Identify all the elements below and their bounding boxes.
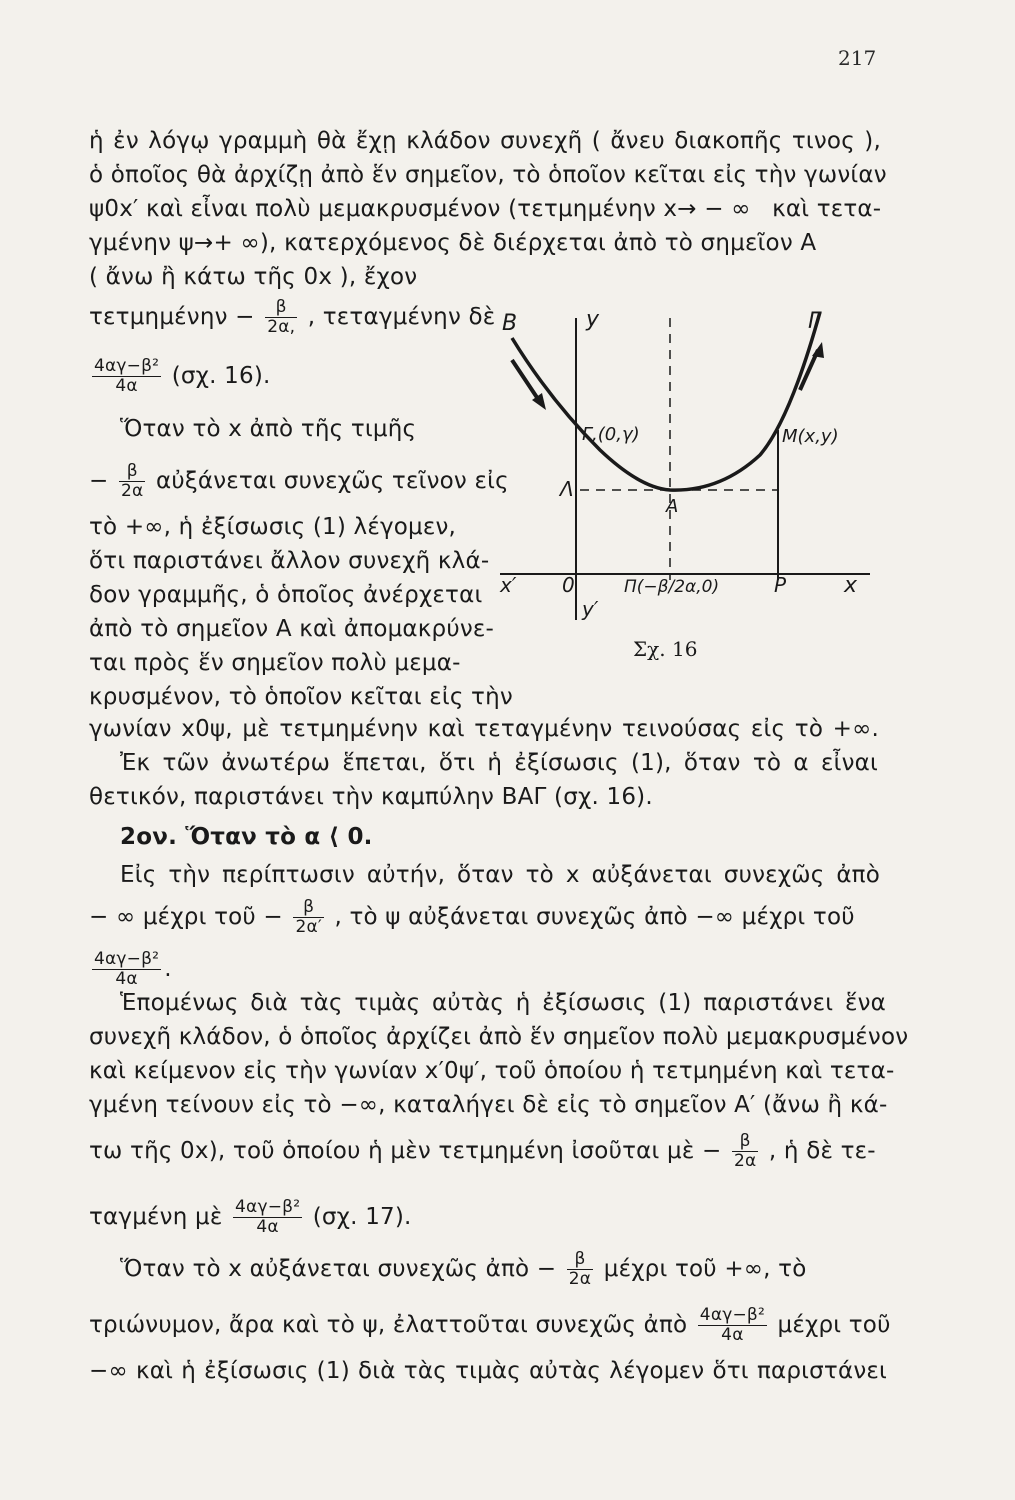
label-x-prime: x′ xyxy=(500,573,517,597)
fraction-beta-over-2alpha-3: $\frac{\beta}{2\alpha'}$ xyxy=(295,897,322,937)
text-line-21: − ∞ μέχρι τοῦ − $\frac{\beta}{2\alpha'}$ , τὸ ψ αὐξάνεται συνεχῶς ἀπὸ −∞ μέχρι τοῦ xyxy=(89,897,855,937)
label-a-vertex: A xyxy=(666,496,679,517)
text-line-11: ὅτι παριστάνει ἄλλον συνεχῆ κλά- xyxy=(89,548,490,574)
text-line-15: κρυσμένον, τὸ ὁποῖον κεῖται εἰς τὴν xyxy=(89,684,513,710)
text-line-8: Ὅταν τὸ x ἀπὸ τῆς τιμῆς xyxy=(120,416,417,442)
text-line-2: ὁ ὁποῖος θὰ ἀρχίζῃ ἀπὸ ἕν σημεῖον, τὸ ὁποῖον κεῖται εἰς τὴν γωνίαν xyxy=(89,162,887,188)
text-line-29: Ὅταν τὸ x αὐξάνεται συνεχῶς ἀπὸ − $\frac{\beta}{2\alpha}$ μέχρι τοῦ +∞, τὸ xyxy=(120,1249,807,1289)
label-m-point: M(x,y) xyxy=(782,426,839,447)
text-line-24: συνεχῆ κλάδον, ὁ ὁποῖος ἀρχίζει ἀπὸ ἕν σημεῖον πολὺ μεμακρυσμένον xyxy=(89,1024,909,1050)
fraction-4ag-b2-over-4a-2: $\frac{\text{4αγ−β²}}{4\alpha}$ xyxy=(94,949,160,989)
figure-16-parabola xyxy=(490,290,890,635)
left-branch-arrow xyxy=(512,360,540,402)
text-line-28: ταγμένη μὲ $\frac{\text{4αγ−β²}}{4\alpha}$ (σχ. 17). xyxy=(89,1197,412,1237)
parabola-curve xyxy=(512,312,820,490)
text-line-9: − $\frac{\beta}{2\alpha}$ αὐξάνεται συνεχῶς τεῖνον εἰς xyxy=(89,461,509,501)
text-line-27: τω τῆς 0x), τοῦ ὁποίου ἡ μὲν τετμημένη ἰσοῦται μὲ − $\frac{\beta}{2\alpha}$ , ἡ δὲ τε- xyxy=(89,1131,876,1171)
figure-caption: Σχ. 16 xyxy=(633,637,698,661)
label-lambda: Λ xyxy=(560,477,574,501)
text-line-13: ἀπὸ τὸ σημεῖον Α καὶ ἀπομακρύνε- xyxy=(89,616,495,642)
label-gamma: Γ xyxy=(808,309,821,334)
text-line-31: −∞ καὶ ἡ ἐξίσωσις (1) διὰ τὰς τιμὰς αὐτὰς λέγομεν ὅτι παριστάνει xyxy=(89,1358,887,1384)
section-heading-case-2: 2ον. Ὅταν τὸ α ⟨ 0. xyxy=(120,824,373,850)
label-b: B xyxy=(502,311,518,336)
label-gamma1-point: Γ,(0,γ) xyxy=(582,424,640,445)
fraction-beta-over-2alpha-2: $\frac{\beta}{2\alpha}$ xyxy=(121,461,144,501)
label-y: y xyxy=(586,307,600,332)
text-line-3: ψ0x′ καὶ εἶναι πολὺ μεμακρυσμένον (τετμημένην x→ − ∞ καὶ τετα- xyxy=(89,196,882,222)
fraction-4ag-b2-over-4a: $\frac{\text{4αγ−β²}}{4\alpha}$ xyxy=(94,356,160,396)
text-line-18: θετικόν, παριστάνει τὴν καμπύλην ΒΑΓ (σχ. 16). xyxy=(89,784,653,810)
text-line-4: γμένην ψ→+ ∞), κατερχόμενος δὲ διέρχεται ἀπὸ τὸ σημεῖον Α xyxy=(89,230,817,256)
fraction-beta-over-2alpha-5: $\frac{\beta}{2\alpha}$ xyxy=(568,1249,592,1289)
text-line-6: τετμημένην − $\frac{\beta}{2\alpha,}$ , τεταγμένην δὲ xyxy=(89,297,496,337)
label-pi-point: Π(−β/2α,0) xyxy=(624,577,720,597)
text-line-22: $\frac{\text{4αγ−β²}}{4\alpha}$ . xyxy=(94,949,172,989)
fraction-beta-over-2alpha: $\frac{\beta}{2\alpha,}$ xyxy=(267,297,296,337)
text-line-30: τριώνυμον, ἄρα καὶ τὸ ψ, ἐλαττοῦται συνεχῶς ἀπὸ $\frac{\text{4αγ−β²}}{4\alpha}$ μέχρι τοῦ xyxy=(89,1305,891,1345)
arrow-minus-infinity-symbol: → − ∞ xyxy=(677,196,751,222)
text-line-14: ται πρὸς ἕν σημεῖον πολὺ μεμα- xyxy=(89,650,461,676)
text-line-12: δον γραμμῆς, ὁ ὁποῖος ἀνέρχεται xyxy=(89,582,483,608)
fraction-beta-over-2alpha-4: $\frac{\beta}{2\alpha}$ xyxy=(733,1131,757,1171)
page-number: 217 xyxy=(838,46,877,70)
text-line-26: γμένη τείνουν εἰς τὸ −∞, καταλήγει δὲ εἰς τὸ σημεῖον Α′ (ἄνω ἢ κά- xyxy=(89,1092,888,1118)
text-line-7: $\frac{\text{4αγ−β²}}{4\alpha}$ (σχ. 16). xyxy=(94,356,271,396)
fraction-4ag-b2-over-4a-4: $\frac{\text{4αγ−β²}}{4\alpha}$ xyxy=(699,1305,765,1345)
arrow-plus-infinity-symbol: →+ ∞ xyxy=(194,230,260,256)
text-line-23: Ἑπομένως διὰ τὰς τιμὰς αὐτὰς ἡ ἐξίσωσις (1) παριστάνει ἕνα xyxy=(120,990,886,1016)
text-line-17: Ἐκ τῶν ἀνωτέρω ἕπεται, ὅτι ἡ ἐξίσωσις (1), ὅταν τὸ α εἶναι xyxy=(120,750,878,776)
text-line-5: ( ἄνω ἢ κάτω τῆς 0x ), ἔχον xyxy=(89,264,418,290)
label-origin: 0 xyxy=(562,573,575,597)
label-y-prime: y′ xyxy=(582,597,599,621)
text-line-25: καὶ κείμενον εἰς τὴν γωνίαν x′0ψ′, τοῦ ὁποίου ἡ τετμημένη καὶ τετα- xyxy=(89,1058,895,1084)
text-line-1: ἡ ἐν λόγῳ γραμμὴ θὰ ἔχῃ κλάδον συνεχῆ ( ἄνευ διακοπῆς τινος ), xyxy=(89,128,881,154)
text-line-20: Εἰς τὴν περίπτωσιν αὐτήν, ὅταν τὸ x αὐξάνεται συνεχῶς ἀπὸ xyxy=(120,862,880,888)
text-line-10: τὸ +∞, ἡ ἐξίσωσις (1) λέγομεν, xyxy=(89,514,457,540)
text-line-16: γωνίαν x0ψ, μὲ τετμημένην καὶ τεταγμένην τεινούσας εἰς τὸ +∞. xyxy=(89,716,879,742)
label-p: P xyxy=(774,573,787,597)
fraction-4ag-b2-over-4a-3: $\frac{\text{4αγ−β²}}{4\alpha}$ xyxy=(235,1197,301,1237)
label-x: x xyxy=(844,573,858,598)
